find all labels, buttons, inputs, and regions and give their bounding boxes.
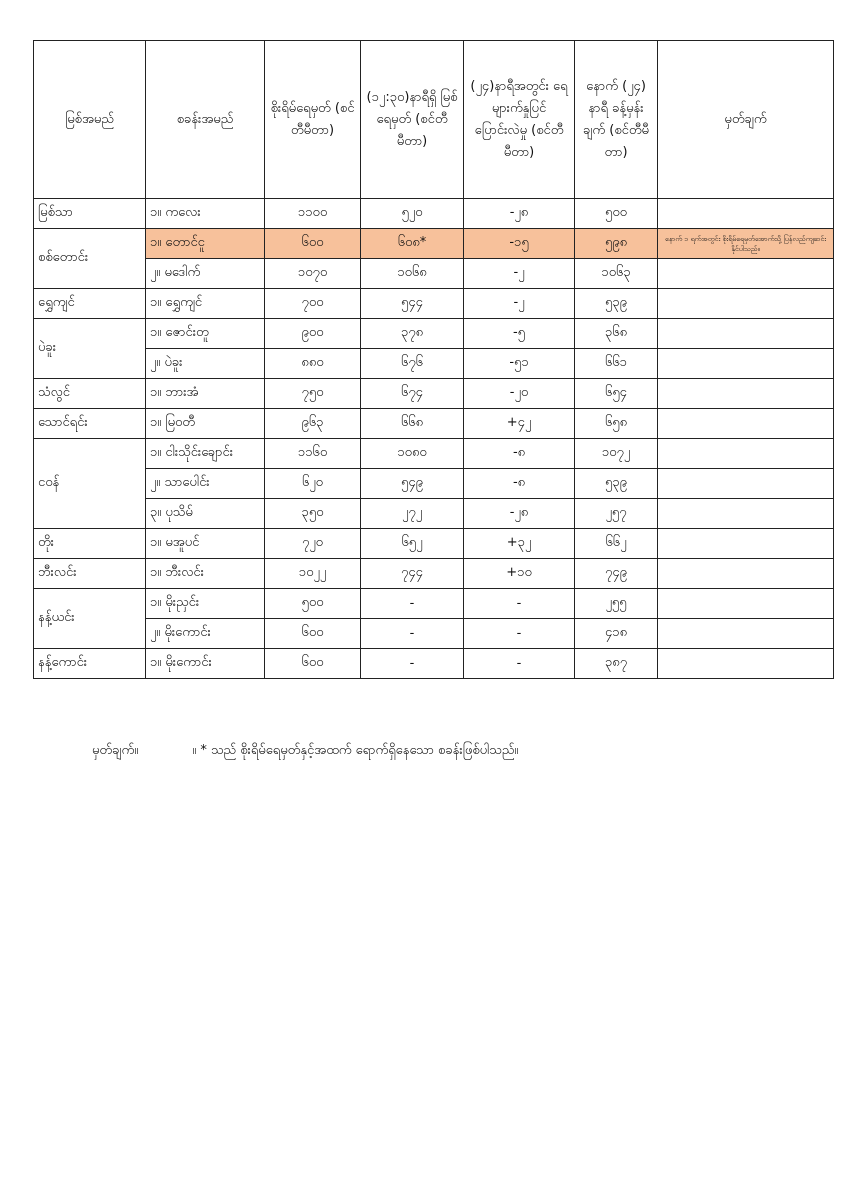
table-row <box>34 589 834 619</box>
forecast-cell: ၅၀၀ <box>575 199 658 229</box>
current-level-cell: ၆၀၈* <box>361 229 464 259</box>
table-row <box>34 319 834 349</box>
danger-level-cell: ၅၀၀ <box>265 589 361 619</box>
danger-level-cell: ၆၂၀ <box>265 469 361 499</box>
table-row <box>34 439 834 469</box>
current-level-cell: - <box>361 619 464 649</box>
river-cell: ငဝန် <box>34 439 146 529</box>
forecast-cell: ၂၅၅ <box>575 589 658 619</box>
forecast-cell: ၃၈၇ <box>575 649 658 679</box>
change-cell: - <box>464 589 575 619</box>
forecast-cell: ၅၃၉ <box>575 469 658 499</box>
remark-cell <box>658 319 834 349</box>
remark-cell <box>658 469 834 499</box>
station-cell: ၁။ ဇောင်းတူ <box>146 319 265 349</box>
water-level-table <box>33 40 834 679</box>
change-cell: -၈ <box>464 469 575 499</box>
river-cell: ပဲခူး <box>34 319 146 379</box>
change-cell: - <box>464 649 575 679</box>
change-cell: -၂၀ <box>464 379 575 409</box>
danger-level-cell: ၉၀၀ <box>265 319 361 349</box>
change-cell: - <box>464 619 575 649</box>
remark-cell <box>658 409 834 439</box>
station-cell: ၂။ သာပေါင်း <box>146 469 265 499</box>
station-cell: ၂။ မိုးကောင်း <box>146 619 265 649</box>
remark-cell <box>658 619 834 649</box>
header-24h-change: (၂၄)နာရီအတွင်း ရေများက်နှုပြင် ပြောင်းလဲမှု (စင်တီမီတာ) <box>464 41 575 199</box>
river-cell: တိုး <box>34 529 146 559</box>
current-level-cell: ၆၆၈ <box>361 409 464 439</box>
river-cell: မြစ်သာ <box>34 199 146 229</box>
remark-cell <box>658 649 834 679</box>
table-row-highlighted <box>34 229 834 259</box>
current-level-cell: ၅၄၄ <box>361 289 464 319</box>
river-cell: ဘီးလင်း <box>34 559 146 589</box>
current-level-cell: ၆၅၂ <box>361 529 464 559</box>
forecast-cell: ၅၉၈ <box>575 229 658 259</box>
danger-level-cell: ၇၂၀ <box>265 529 361 559</box>
table-row <box>34 199 834 229</box>
table-row <box>34 289 834 319</box>
remark-cell <box>658 499 834 529</box>
change-cell: -၅၁ <box>464 349 575 379</box>
current-level-cell: ၆၇၄ <box>361 379 464 409</box>
current-level-cell: ၅၄၉ <box>361 469 464 499</box>
change-cell: -၅ <box>464 319 575 349</box>
current-level-cell: - <box>361 589 464 619</box>
table-row <box>34 529 834 559</box>
forecast-cell: ၆၅၄ <box>575 379 658 409</box>
header-24h-forecast: နောက် (၂၄) နာရီ ခန့်မှန်းချက် (စင်တီမီ တာ) <box>575 41 658 199</box>
current-level-cell: ၂၇၂ <box>361 499 464 529</box>
remark-cell <box>658 349 834 379</box>
station-cell: ၁။ ဘီးလင်း <box>146 559 265 589</box>
remark-cell <box>658 439 834 469</box>
danger-level-cell: ၆၀၀ <box>265 619 361 649</box>
remark-cell <box>658 559 834 589</box>
current-level-cell: ၇၄၄ <box>361 559 464 589</box>
remark-cell <box>658 379 834 409</box>
river-cell: သံလွင် <box>34 379 146 409</box>
table-row <box>34 469 834 499</box>
remark-cell <box>658 529 834 559</box>
change-cell: -၂ <box>464 259 575 289</box>
river-cell: ရွှေကျင် <box>34 289 146 319</box>
forecast-cell: ၁၀၆၃ <box>575 259 658 289</box>
station-cell: ၁။ ငါးသိုင်းချောင်း <box>146 439 265 469</box>
station-cell: ၁။ ရွှေကျင် <box>146 289 265 319</box>
change-cell: -၂၈ <box>464 199 575 229</box>
change-cell: -၁၅ <box>464 229 575 259</box>
current-level-cell: ၃၇၈ <box>361 319 464 349</box>
station-cell: ၁။ မိုးကောင်း <box>146 649 265 679</box>
station-cell: ၂။ မဒေါက် <box>146 259 265 289</box>
table-row <box>34 379 834 409</box>
danger-level-cell: ၇၅၀ <box>265 379 361 409</box>
remark-cell <box>658 199 834 229</box>
header-current-level: (၁၂:၃၀)နာရီရှိ မြစ်ရေမှတ် (စင်တီမီတာ) <box>361 41 464 199</box>
river-cell: နန့်ယင်း <box>34 589 146 649</box>
danger-level-cell: ၁၁၀၀ <box>265 199 361 229</box>
station-cell: ၁။ ကလေး <box>146 199 265 229</box>
forecast-cell: ၁၀၇၂ <box>575 439 658 469</box>
change-cell: -၂ <box>464 289 575 319</box>
table-row <box>34 559 834 589</box>
table-row <box>34 409 834 439</box>
danger-level-cell: ၉၆၃ <box>265 409 361 439</box>
header-station: စခန်းအမည် <box>146 41 265 199</box>
header-remark: မှတ်ချက် <box>658 41 834 199</box>
forecast-cell: ၆၆၂ <box>575 529 658 559</box>
remark-cell <box>658 259 834 289</box>
forecast-cell: ၆၅၈ <box>575 409 658 439</box>
change-cell: -၂၈ <box>464 499 575 529</box>
forecast-cell: ၃၆၈ <box>575 319 658 349</box>
current-level-cell: ၁၀၆၈ <box>361 259 464 289</box>
table-row <box>34 349 834 379</box>
change-cell: +၃၂ <box>464 529 575 559</box>
danger-level-cell: ၁၀၂၂ <box>265 559 361 589</box>
danger-level-cell: ၃၅၀ <box>265 499 361 529</box>
footnote <box>92 742 518 761</box>
change-cell: +၄၂ <box>464 409 575 439</box>
table-row <box>34 499 834 529</box>
river-cell: သောင်ရင်း <box>34 409 146 439</box>
header-danger-level: စိုးရိမ်ရေမှတ် (စင်တီမီတာ) <box>265 41 361 199</box>
table-row <box>34 619 834 649</box>
station-cell: ၁။ ဘားအံ <box>146 379 265 409</box>
station-cell: ၁။ မအူပင် <box>146 529 265 559</box>
forecast-cell: ၂၅၇ <box>575 499 658 529</box>
river-cell: နန့်ကောင်း <box>34 649 146 679</box>
footnote-text: ။ * သည် စိုးရိမ်ရေမှတ်နှင့်အထက် ရောက်ရှိနေသော စခန်းဖြစ်ပါသည်။ <box>192 743 519 758</box>
table-row <box>34 259 834 289</box>
station-cell: ၁။ မြဝတီ <box>146 409 265 439</box>
current-level-cell: ၁၀၈၀ <box>361 439 464 469</box>
station-cell: ၁။ တောင်ငူ <box>146 229 265 259</box>
header-river: မြစ်အမည် <box>34 41 146 199</box>
forecast-cell: ၅၃၉ <box>575 289 658 319</box>
forecast-cell: ၇၄၉ <box>575 559 658 589</box>
danger-level-cell: ၁၁၆၀ <box>265 439 361 469</box>
danger-level-cell: ၆၀၀ <box>265 649 361 679</box>
header-row <box>34 41 834 199</box>
forecast-cell: ၆၆၁ <box>575 349 658 379</box>
danger-level-cell: ၈၈၀ <box>265 349 361 379</box>
current-level-cell: ၅၂၀ <box>361 199 464 229</box>
station-cell: ၃။ ပုသိမ် <box>146 499 265 529</box>
footnote-label: မှတ်ချက်။ <box>92 743 139 758</box>
remark-cell: နောက် ၁ ရက်အတွင်း စိုးရိမ်ရေမှတ်အောက်သို့ ပြန်လည်ကျဆင်းနိုင်ပါသည်။ <box>658 229 834 259</box>
remark-cell <box>658 589 834 619</box>
current-level-cell: - <box>361 649 464 679</box>
station-cell: ၂။ ပဲခူး <box>146 349 265 379</box>
change-cell: +၁၀ <box>464 559 575 589</box>
forecast-cell: ၄၁၈ <box>575 619 658 649</box>
table-row <box>34 649 834 679</box>
station-cell: ၁။ မိုးညှင်း <box>146 589 265 619</box>
danger-level-cell: ၇၀၀ <box>265 289 361 319</box>
remark-cell <box>658 289 834 319</box>
river-cell: စစ်တောင်း <box>34 229 146 289</box>
danger-level-cell: ၆၀၀ <box>265 229 361 259</box>
current-level-cell: ၆၇၆ <box>361 349 464 379</box>
change-cell: -၈ <box>464 439 575 469</box>
danger-level-cell: ၁၀၇၀ <box>265 259 361 289</box>
